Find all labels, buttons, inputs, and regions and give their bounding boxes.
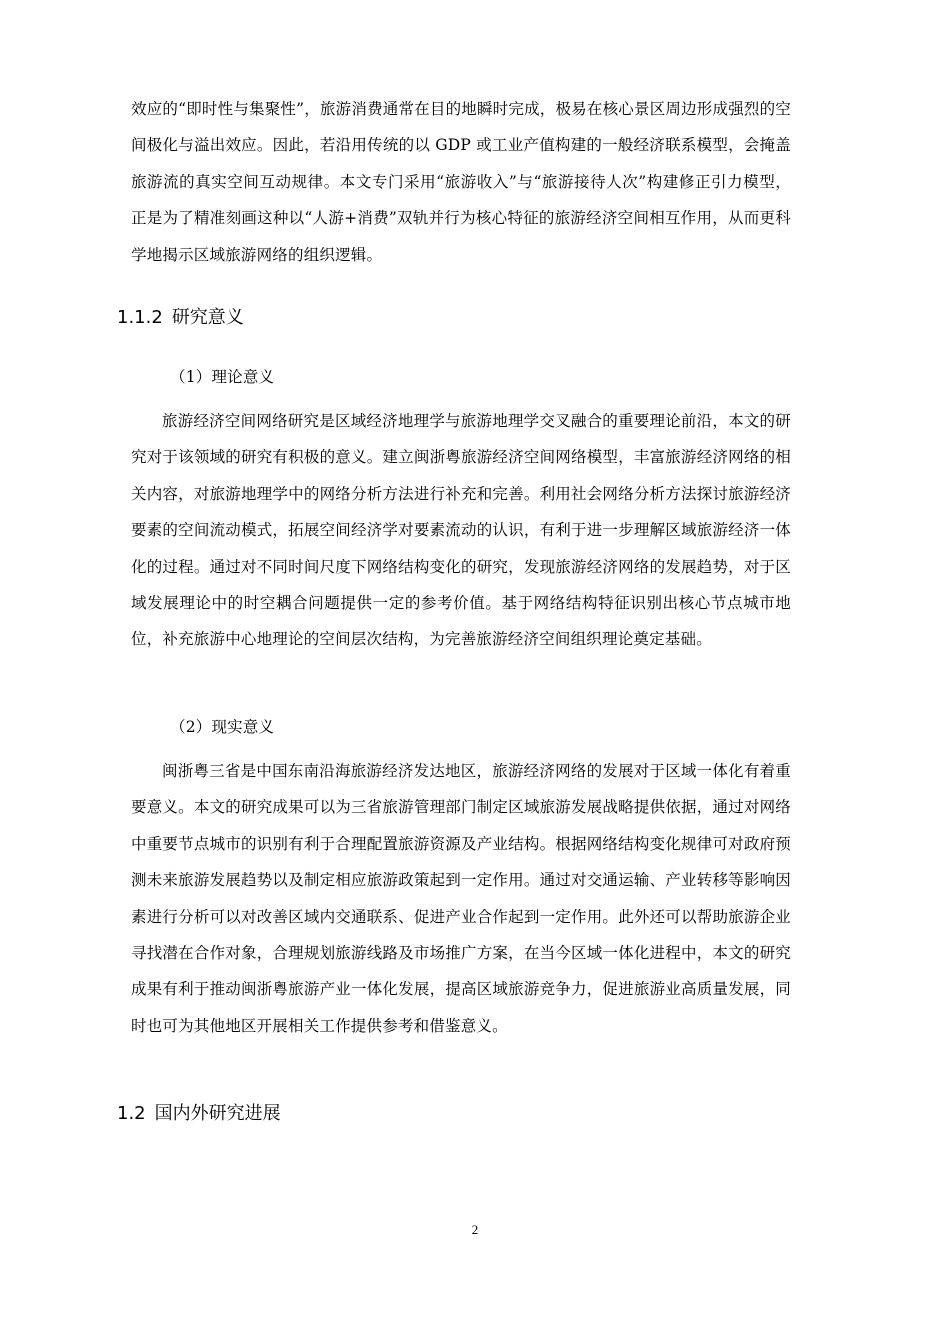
continued-paragraph: 效应的“即时性与集聚性”，旅游消费通常在目的地瞬时完成，极易在核心景区周边形成强烈的空间极化与溢出效应。因此，若沿用传统的以 GDP 或工业产值构建的一般经济联系模型，会掩盖旅游流的真实空间互动规律。本文专门采用“旅游收入”与“旅游接待人次”构建修正引力模型，正是为了精准刻画这种以“人游+消费”双轨并行为核心特征的旅游经济空间相互作用，从而更科学地揭示区域旅游网络的组织逻辑。 xyxy=(131,100,791,264)
theoretical-significance-paragraph: 旅游经济空间网络研究是区域经济地理学与旅游地理学交叉融合的重要理论前沿，本文的研究对于该领域的研究有积极的意义。建立闽浙粤旅游经济空间网络模型，丰富旅游经济网络的相关内容，对旅游地理学中的网络分析方法进行补充和完善。利用社会网络分析方法探讨旅游经济要素的空间流动模式，拓展空间经济学对要素流动的认识，有利于进一步理解区域旅游经济一体化的过程。通过对不同时间尺度下网络结构变化的研究，发现旅游经济网络的发展趋势，对于区域发展理论中的时空耦合问题提供一定的参考价值。基于网络结构特征识别出核心节点城市地位，补充旅游中心地理论的空间层次结构，为完善旅游经济空间组织理论奠定基础。 xyxy=(131,412,791,649)
section-number: 1.2 xyxy=(117,1103,146,1124)
section-number: 1.1.2 xyxy=(117,307,163,328)
practical-significance-paragraph: 闽浙粤三省是中国东南沿海旅游经济发达地区，旅游经济网络的发展对于区域一体化有着重要意义。本文的研究成果可以为三省旅游管理部门制定区域旅游发展战略提供依据，通过对网络中重要节点城市的识别有利于合理配置旅游资源及产业结构。根据网络结构变化规律可对政府预测未来旅游发展趋势以及制定相应旅游政策起到一定作用。通过对交通运输、产业转移等影响因素进行分析可以对改善区域内交通联系、促进产业合作起到一定作用。此外还可以帮助旅游企业寻找潜在合作对象，合理规划旅游线路及市场推广方案，在当今区域一体化进程中，本文的研究成果有利于推动闽浙粤旅游产业一体化发展，提高区域旅游竞争力，促进旅游业高质量发展，同时也可为其他地区开展相关工作提供参考和借鉴意义。 xyxy=(131,762,791,1035)
section-heading-1-2 xyxy=(117,1101,281,1127)
section-heading-1-1-2 xyxy=(117,305,244,331)
section-title: 研究意义 xyxy=(171,307,244,328)
practical-significance-heading: （2）现实意义 xyxy=(170,718,275,736)
page-number: 2 xyxy=(471,1222,479,1237)
theoretical-significance-heading: （1）理论意义 xyxy=(170,368,275,386)
section-title: 国内外研究进展 xyxy=(154,1103,281,1124)
